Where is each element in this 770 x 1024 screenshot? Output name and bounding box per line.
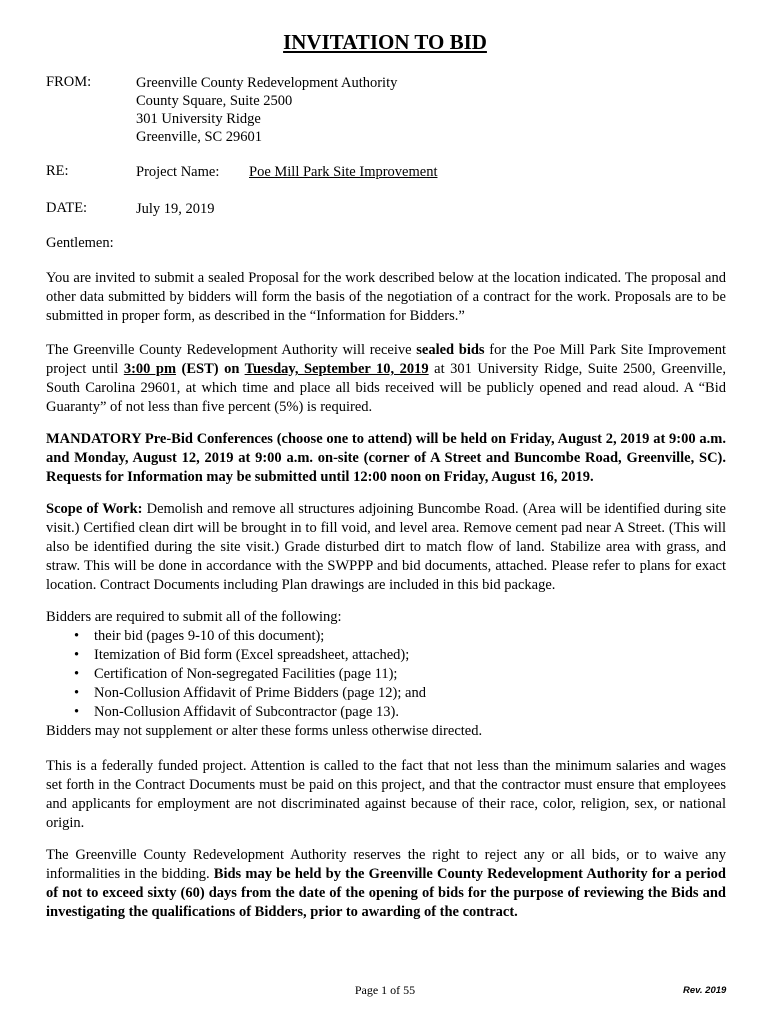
from-label: FROM: (46, 74, 92, 90)
text-run-bold: Bids may be held by the Greenville County Redevelopment Authority for a period of not to exceed sixty (60) days from the date of the opening of bids for the purpose of reviewing the Bids and investigating the qualifications of Bidders, prior to awarding of the contract. (46, 866, 726, 920)
project-name: Poe Mill Park Site Improvement (249, 164, 438, 180)
salutation: Gentlemen: (46, 235, 114, 251)
requirements-outro: Bidders may not supplement or alter these forms unless otherwise directed. (46, 723, 483, 739)
document-title: INVITATION TO BID (283, 30, 487, 54)
list-item-text: their bid (pages 9-10 of this document); (94, 628, 325, 644)
bidder-requirements (46, 608, 726, 741)
bullet-icon: • (74, 666, 80, 682)
list-item (74, 646, 726, 665)
list-item-text: Non-Collusion Affidavit of Prime Bidders (page 12); and (94, 685, 426, 701)
from-address (136, 74, 397, 146)
bullet-icon: • (74, 704, 80, 720)
list-item (74, 703, 726, 722)
revision-label: Rev. 2019 (683, 985, 727, 996)
list-item (74, 684, 726, 703)
text-run-bold: sealed bids (416, 342, 485, 358)
date-label: DATE: (46, 200, 88, 216)
from-line: County Square, Suite 2500 (136, 93, 293, 109)
paragraph-scope-of-work (46, 500, 726, 595)
bullet-icon: • (74, 647, 80, 663)
scope-label: Scope of Work: (46, 501, 143, 517)
text-run: for the Poe Mill Park Site Improvement project until (46, 342, 726, 377)
bid-date: Tuesday, September 10, 2019 (244, 361, 429, 377)
bullet-icon: • (74, 628, 80, 644)
from-line: Greenville County Redevelopment Authority (136, 75, 398, 91)
text-run: The Greenville County Redevelopment Authority reserves the right to reject any or all bids, or to waive any informalities in the bidding. (46, 847, 726, 882)
paragraph-rights-reserved (46, 846, 726, 922)
list-item-text: Non-Collusion Affidavit of Subcontractor (page 13). (94, 704, 399, 720)
requirements-intro: Bidders are required to submit all of the following: (46, 609, 342, 625)
re-label: RE: (46, 163, 69, 179)
list-item (74, 627, 726, 646)
text-run: The Greenville County Redevelopment Authority will receive (46, 342, 417, 358)
scope-text: Demolish and remove all structures adjoining Buncombe Road. (Area will be identified during site visit.) Certified clean dirt will be brought in to fill void, and level area. Remove cement pad near A Street. (This will also be identified during the site visit.) Grade disturbed dirt to match flow of land. Stabilize area with grass, and straw. This will be done in accordance with the SWPPP and bid documents, attached. Please refer to plans for exact location. Contract Documents including Plan drawings are included in this bid package. (46, 501, 726, 593)
paragraph-sealed-bids (46, 341, 726, 417)
bullet-icon: • (74, 685, 80, 701)
requirements-list (46, 627, 726, 722)
from-line: Greenville, SC 29601 (136, 129, 263, 145)
from-line: 301 University Ridge (136, 111, 261, 127)
bid-time: 3:00 pm (123, 361, 177, 377)
list-item-text: Certification of Non-segregated Facilities (page 11); (94, 666, 398, 682)
text-run-bold: (EST) on (176, 361, 245, 377)
date-value: July 19, 2019 (136, 201, 215, 217)
list-item (74, 665, 726, 684)
paragraph-prebid-conferences: MANDATORY Pre-Bid Conferences (choose one to attend) will be held on Friday, August 2, 2019 at 9:00 a.m. and Monday, August 12, 2019 at 9:00 a.m. on-site (corner of A Street and Buncombe Road, Greenville, SC). Requests for Information may be submitted until 12:00 noon on Friday, August 16, 2019. (46, 431, 726, 485)
text-run: at 301 University Ridge, Suite 2500, Greenville, South Carolina 29601, at which time and place all bids received will be publicly opened and read aloud. A “Bid Guaranty” of not less than five percent (5%) is required. (46, 361, 726, 415)
paragraph-invitation: You are invited to submit a sealed Proposal for the work described below at the location indicated. The proposal and other data submitted by bidders will form the basis of the negotiation of a contract for the work. Proposals are to be submitted in proper form, as described in the “Information for Bidders.” (46, 270, 726, 324)
re-field: Project Name: (136, 164, 220, 180)
list-item-text: Itemization of Bid form (Excel spreadsheet, attached); (94, 647, 410, 663)
page-number: Page 1 of 55 (354, 983, 416, 997)
paragraph-federal-funding: This is a federally funded project. Attention is called to the fact that not less than the minimum salaries and wages set forth in the Contract Documents must be paid on this project, and that the contractor must ensure that employees and applicants for employment are not discriminated against because of their race, color, religion, sex, or national origin. (46, 758, 726, 831)
